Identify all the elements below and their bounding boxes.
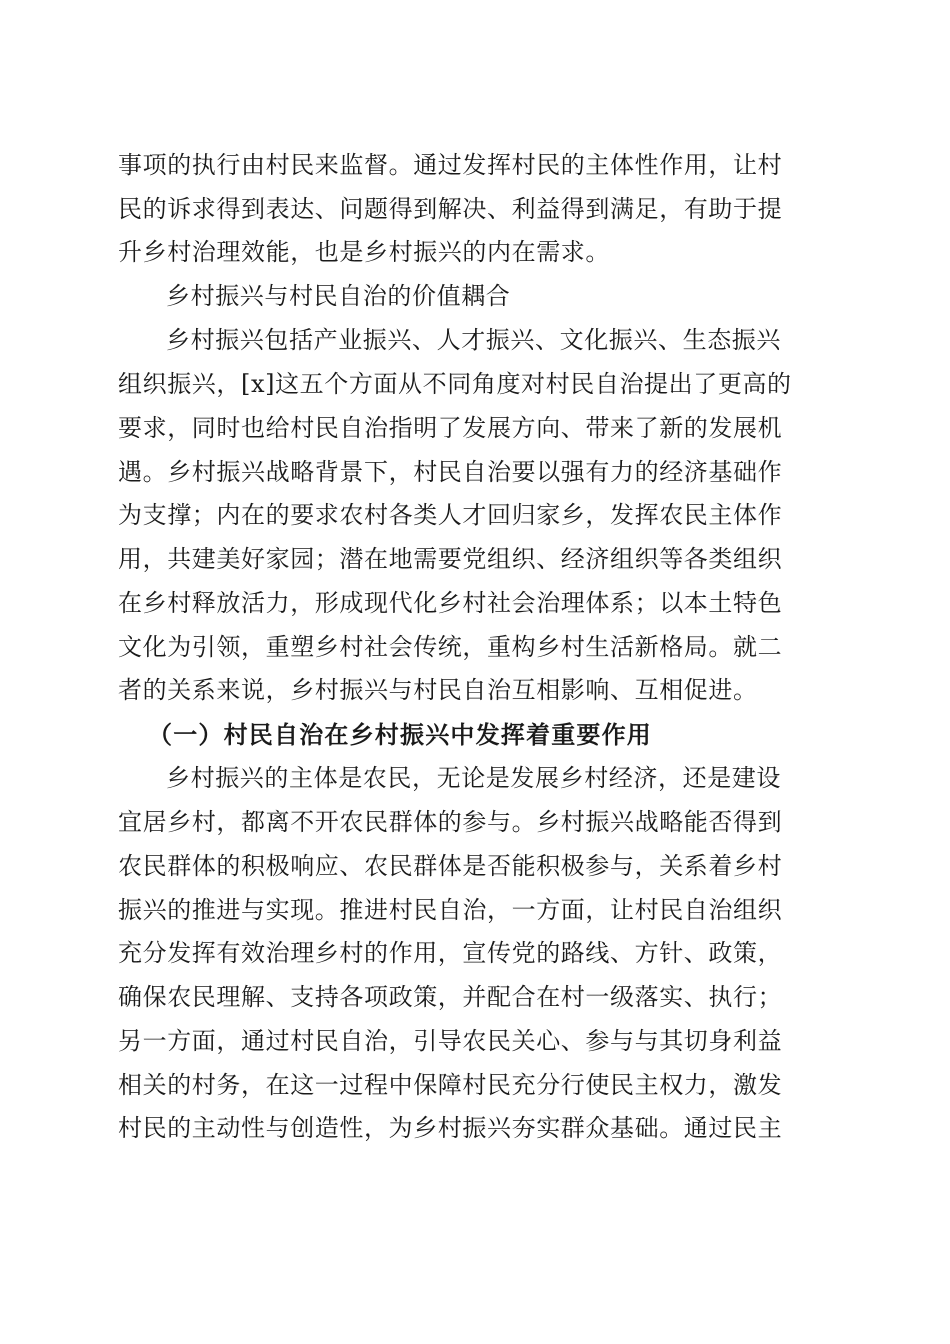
para3-line-8: 相关的村务，在这一过程中保障村民充分行使民主权力，激发 <box>118 1071 783 1099</box>
para2-line-1: 乡村振兴包括产业振兴、人才振兴、文化振兴、生态振兴 <box>166 326 781 354</box>
para3-line-5: 充分发挥有效治理乡村的作用，宣传党的路线、方针、政策， <box>118 939 783 967</box>
para2-line-9: 者的关系来说，乡村振兴与村民自治互相影响、互相促进。 <box>118 676 758 704</box>
para1-line-2: 民的诉求得到表达、问题得到解决、利益得到满足，有助于提 <box>118 195 783 223</box>
para2-line-6: 用，共建美好家园；潜在地需要党组织、经济组织等各类组织 <box>118 545 783 573</box>
para3-line-4: 振兴的推进与实现。推进村民自治，一方面，让村民自治组织 <box>118 896 783 924</box>
para2-line-5: 为支撑；内在的要求农村各类人才回归家乡，发挥农民主体作 <box>118 501 783 529</box>
section-title: 乡村振兴与村民自治的价值耦合 <box>166 282 511 310</box>
para3-line-3: 农民群体的积极响应、农民群体是否能积极参与，关系着乡村 <box>118 852 783 880</box>
para2-line-2: 组织振兴，[x]这五个方面从不同角度对村民自治提出了更高的 <box>118 370 792 398</box>
para3-line-9: 村民的主动性与创造性，为乡村振兴夯实群众基础。通过民主 <box>118 1114 783 1142</box>
para1-line-1: 事项的执行由村民来监督。通过发挥村民的主体性作用，让村 <box>118 151 783 179</box>
para3-line-6: 确保农民理解、支持各项政策，并配合在村一级落实、执行； <box>118 983 783 1011</box>
subsection-title: （一）村民自治在乡村振兴中发挥着重要作用 <box>148 721 652 749</box>
para3-line-2: 宜居乡村，都离不开农民群体的参与。乡村振兴战略能否得到 <box>118 808 783 836</box>
para2-line-3: 要求，同时也给村民自治指明了发展方向、带来了新的发展机 <box>118 414 783 442</box>
para1-line-3: 升乡村治理效能，也是乡村振兴的内在需求。 <box>118 238 610 266</box>
para2-line-7: 在乡村释放活力，形成现代化乡村社会治理体系；以本土特色 <box>118 589 783 617</box>
para3-line-7: 另一方面，通过村民自治，引导农民关心、参与与其切身利益 <box>118 1027 783 1055</box>
para2-line-4: 遇。乡村振兴战略背景下，村民自治要以强有力的经济基础作 <box>118 458 783 486</box>
para3-line-1: 乡村振兴的主体是农民，无论是发展乡村经济，还是建设 <box>166 764 781 792</box>
para2-line-8: 文化为引领，重塑乡村社会传统，重构乡村生活新格局。就二 <box>118 633 783 661</box>
